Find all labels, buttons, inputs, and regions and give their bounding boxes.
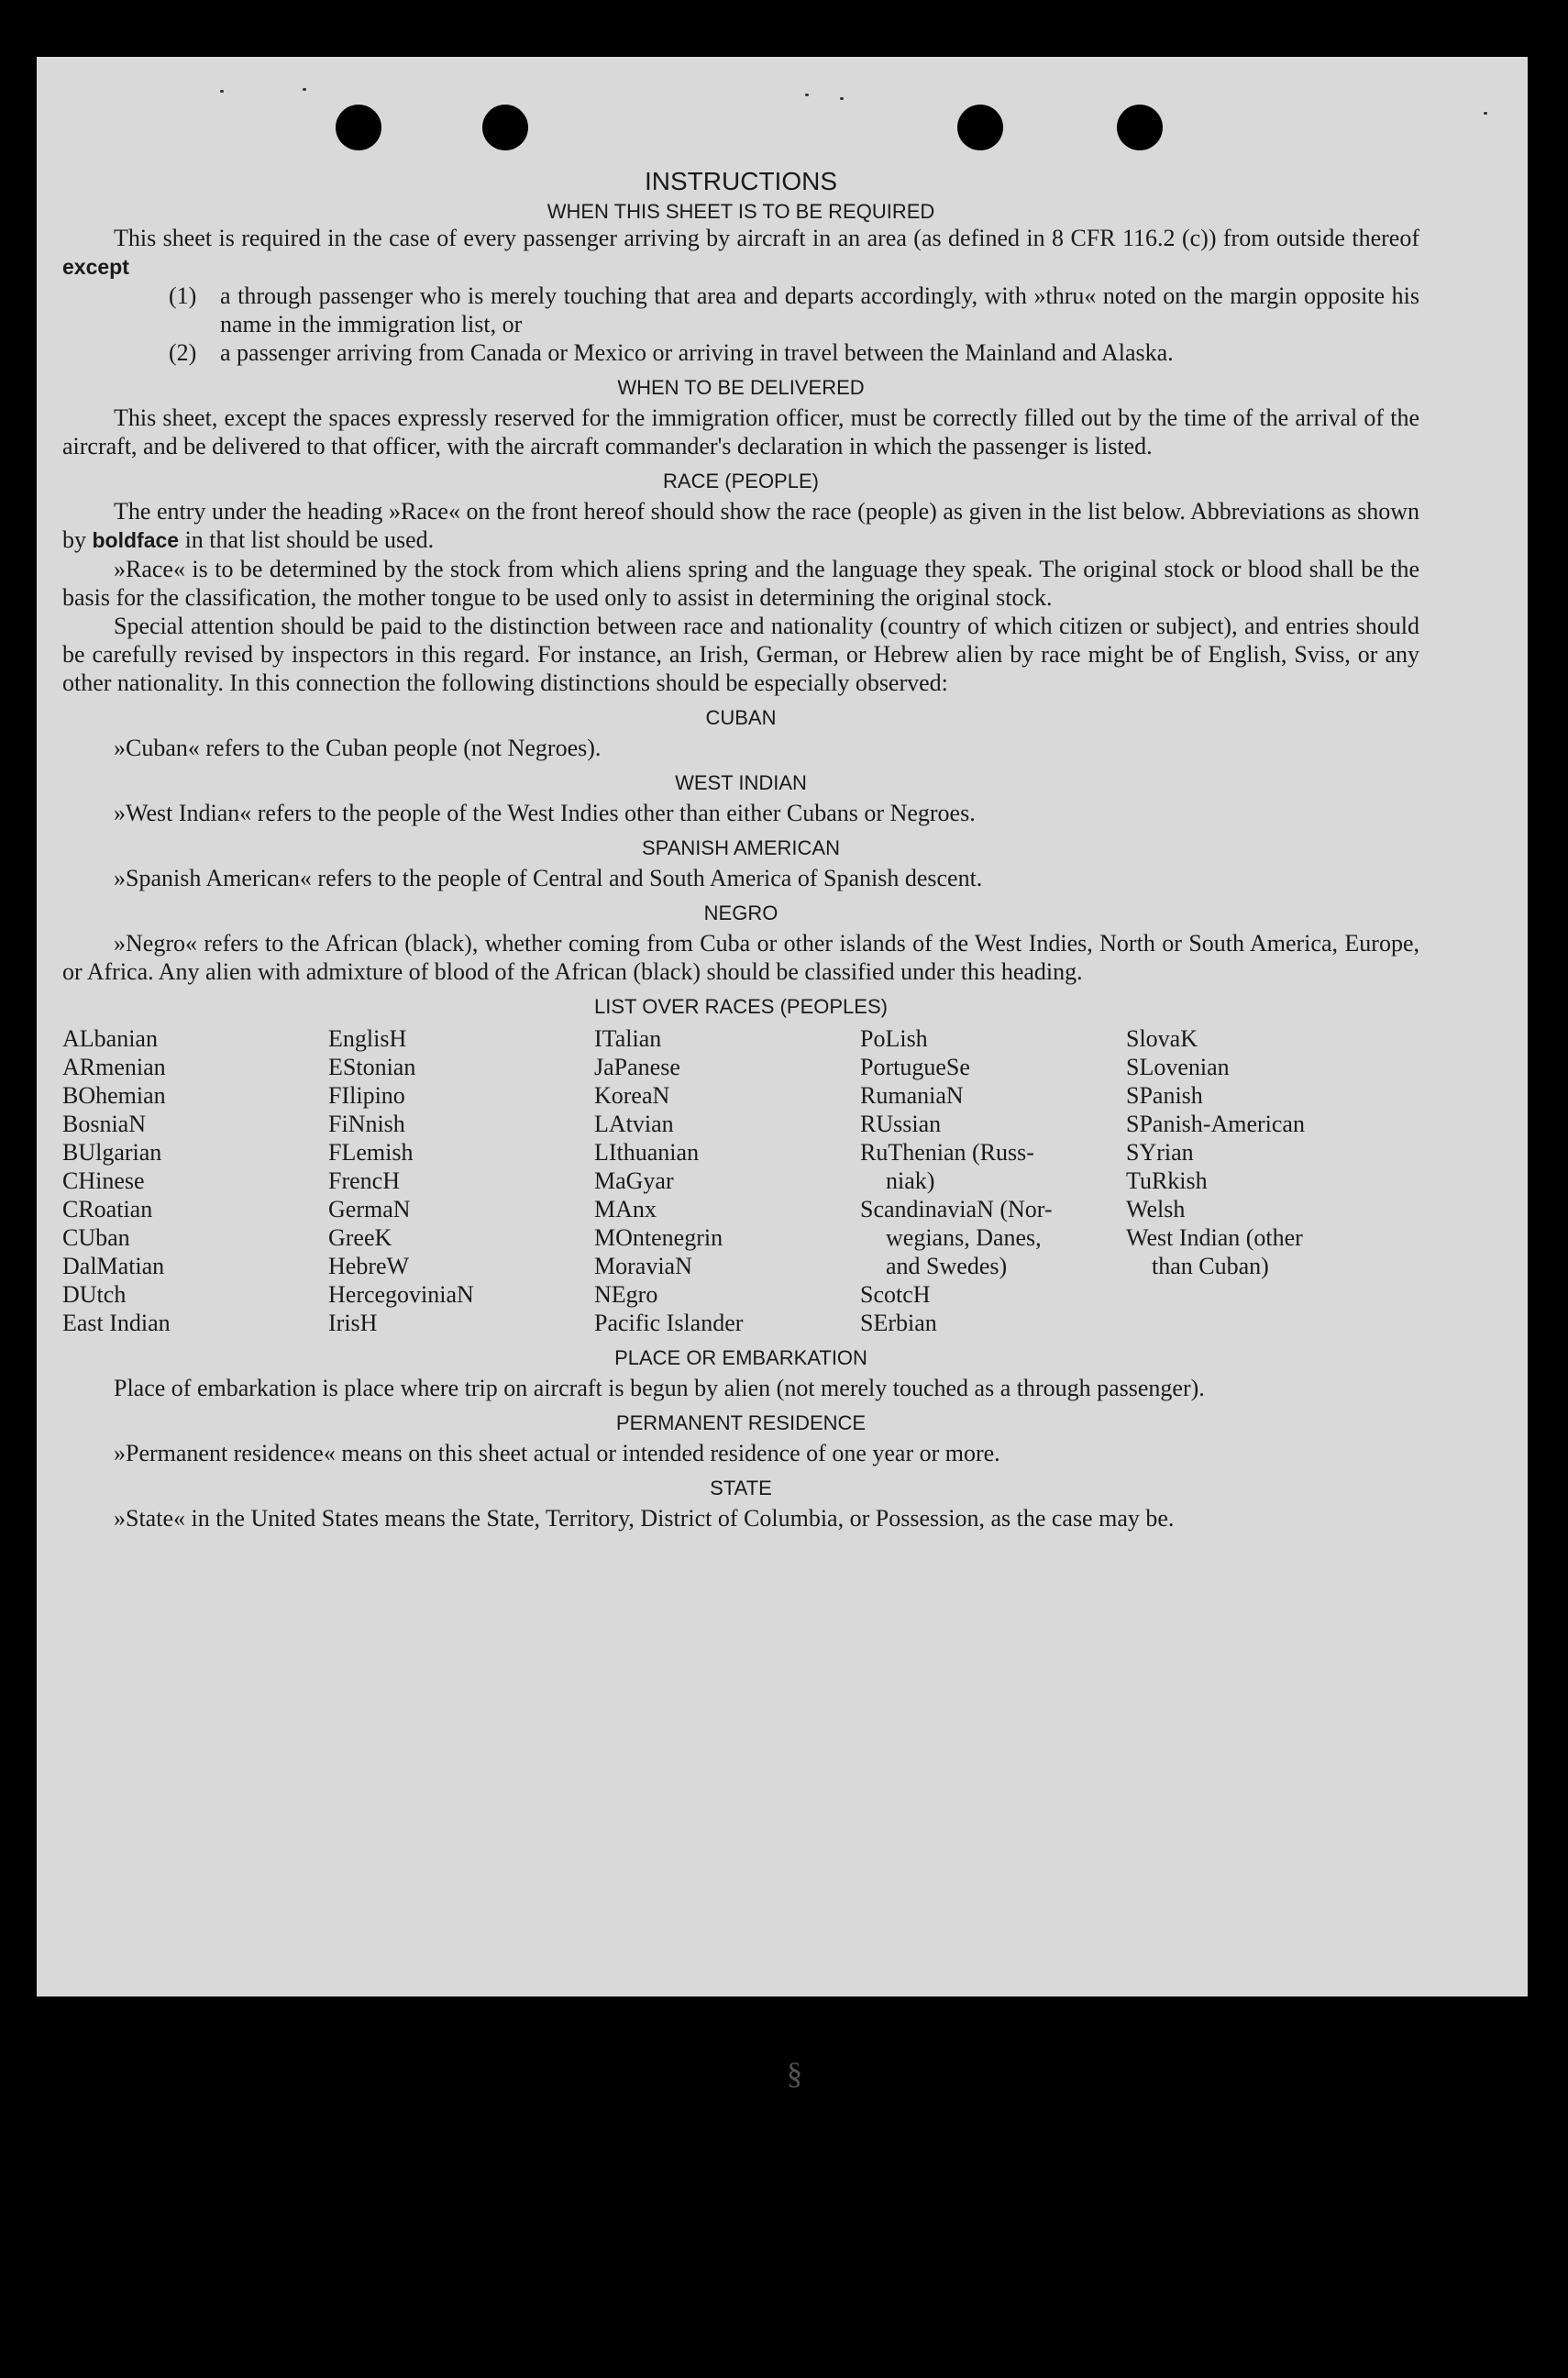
negro-text: »Negro« refers to the African (black), whether coming from Cuba or other islands of the West Indies, North or South America, Europe, or Africa. Any alien with admixture of blood of the African (black) should be classified under this heading. — [62, 930, 1419, 985]
race-paragraph-2: »Race« is to be determined by the stock from which aliens spring and the language they speak. The original stock or blood shall be the basis for the classification, the mother tongue to be used only to assist in determining the original stock. — [62, 556, 1419, 611]
race-entry: FIlipino — [328, 1082, 405, 1109]
speck — [303, 88, 306, 91]
race-entry: BosniaN — [62, 1111, 146, 1137]
item-number: (1) — [169, 282, 197, 309]
heading-spanish-american: SPANISH AMERICAN — [642, 836, 840, 859]
race-entry: BUlgarian — [62, 1139, 162, 1166]
except-word: except — [62, 255, 129, 279]
race-paragraph-3: Special attention should be paid to the distinction between race and nationality (country of which citizen or subject), and entries should be carefully revised by inspectors in this regard. For instance, an Irish, German, or Hebrew alien by race might be of English, Sviss, or any other nationality. In this connection the following distinctions should be especially observed: — [62, 613, 1419, 696]
race-entry: ALbanian — [62, 1025, 158, 1052]
race-entry: DalMatian — [62, 1253, 165, 1279]
race-entry: FLemish — [328, 1139, 414, 1166]
race-entry: MaGyar — [594, 1167, 674, 1194]
race-entry: SlovaK — [1126, 1025, 1198, 1052]
race-entry: MAnx — [594, 1196, 657, 1222]
cuban-text: »Cuban« refers to the Cuban people (not Negroes). — [114, 735, 602, 761]
race-entry: LIthuanian — [594, 1139, 700, 1166]
race-entry: CUban — [62, 1224, 130, 1251]
state-text: »State« in the United States means the State, Territory, District of Columbia, or Possession, as the case may be. — [114, 1505, 1175, 1532]
punch-hole — [1117, 105, 1163, 150]
race-entry: TuRkish — [1126, 1167, 1208, 1194]
race-entry: KoreaN — [594, 1082, 670, 1109]
race-entry: GermaN — [328, 1196, 411, 1222]
item-text: a through passenger who is merely touching that area and departs accordingly, with »thru« noted on the margin opposite his name in the immigration list, or — [220, 282, 1419, 337]
page-title: INSTRUCTIONS — [645, 167, 837, 195]
boldface-word: boldface — [92, 528, 180, 552]
heading-when-required: WHEN THIS SHEET IS TO BE REQUIRED — [547, 200, 935, 223]
race-entry: ScandinaviaN (Nor- — [860, 1196, 1053, 1222]
race-entry: BOhemian — [62, 1082, 166, 1109]
list-item — [169, 282, 1419, 338]
race-entry: GreeK — [328, 1224, 392, 1251]
required-intro-text: This sheet is required in the case of every passenger arriving by aircraft in an area (as defined in 8 CFR 116.2 (c)) from outside thereof — [114, 225, 1419, 251]
race-p1-text-b: in that list should be used. — [184, 526, 435, 553]
heading-permanent-residence: PERMANENT RESIDENCE — [615, 1411, 867, 1434]
race-entry: CRoatian — [62, 1196, 153, 1222]
race-entry: ScotcH — [860, 1281, 931, 1308]
race-list — [62, 1024, 1419, 1337]
residence-text: »Permanent residence« means on this sheet actual or intended residence of one year or more. — [114, 1440, 1000, 1466]
punch-hole — [957, 105, 1003, 150]
race-column-5 — [1126, 1024, 1392, 1337]
heading-race: RACE (PEOPLE) — [663, 470, 819, 492]
race-entry: and Swedes) — [886, 1253, 1008, 1279]
race-entry: FrencH — [328, 1167, 400, 1194]
west-indian-text: »West Indian« refers to the people of the West Indies other than either Cubans or Negroes. — [114, 800, 976, 826]
race-entry: West Indian (other — [1126, 1224, 1303, 1251]
speck — [220, 90, 224, 93]
race-entry: EnglisH — [328, 1025, 407, 1052]
race-entry: HebreW — [328, 1253, 410, 1279]
heading-negro: NEGRO — [703, 901, 778, 924]
race-entry: RumaniaN — [860, 1082, 964, 1109]
heading-race-list: LIST OVER RACES (PEOPLES) — [594, 995, 888, 1018]
race-entry: wegians, Danes, — [886, 1224, 1042, 1251]
heading-when-delivered: WHEN TO BE DELIVERED — [617, 376, 865, 399]
race-entry: PortugueSe — [860, 1054, 970, 1080]
document-sheet — [37, 57, 1528, 1996]
race-entry: JaPanese — [594, 1054, 680, 1080]
race-column-4 — [860, 1024, 1126, 1337]
race-entry: East Indian — [62, 1310, 171, 1336]
race-entry: IrisH — [328, 1310, 378, 1336]
item-number: (2) — [169, 339, 197, 366]
race-entry: HercegoviniaN — [328, 1281, 474, 1308]
heading-state: STATE — [710, 1477, 772, 1499]
speck — [805, 94, 809, 96]
race-paragraph-1 — [62, 497, 1419, 555]
race-entry: SPanish — [1126, 1082, 1203, 1109]
spanish-american-text: »Spanish American« refers to the people of Central and South America of Spanish descent. — [114, 865, 983, 891]
race-entry: Welsh — [1126, 1196, 1186, 1222]
embarkation-text: Place of embarkation is place where trip on aircraft is begun by alien (not merely touched as a through passenger). — [114, 1375, 1205, 1401]
required-intro — [62, 224, 1419, 282]
race-entry: DUtch — [62, 1281, 127, 1308]
punch-hole — [336, 105, 381, 150]
race-entry: niak) — [886, 1167, 935, 1194]
race-entry: than Cuban) — [1152, 1253, 1269, 1279]
delivered-text: This sheet, except the spaces expressly reserved for the immigration officer, must be correctly filled out by the time of the arrival of the aircraft, and be delivered to that officer, with the aircraft commander's declaration in which the passenger is listed. — [62, 404, 1419, 459]
race-entry: RuThenian (Russ- — [860, 1139, 1034, 1166]
race-entry: FiNnish — [328, 1111, 405, 1137]
race-entry: NEgro — [594, 1281, 658, 1308]
race-entry: RUssian — [860, 1111, 942, 1137]
speck — [840, 97, 844, 100]
race-column-1 — [62, 1024, 328, 1337]
race-entry: ARmenian — [62, 1054, 166, 1080]
race-entry: SYrian — [1126, 1139, 1194, 1166]
race-entry: SErbian — [860, 1310, 937, 1336]
race-p1-text-a: The entry under the heading »Race« on the front hereof should show the race (people) as given in the list below. Abbreviations as shown by — [62, 498, 1419, 553]
race-entry: CHinese — [62, 1167, 145, 1194]
heading-west-indian: WEST INDIAN — [675, 771, 807, 794]
speck — [1484, 112, 1487, 115]
race-column-3 — [594, 1024, 860, 1337]
race-entry: PoLish — [860, 1025, 928, 1052]
race-entry: LAtvian — [594, 1111, 674, 1137]
heading-cuban: CUBAN — [705, 706, 777, 729]
race-entry: ITalian — [594, 1025, 662, 1052]
race-entry: Pacific Islander — [594, 1310, 744, 1336]
item-text: a passenger arriving from Canada or Mexico or arriving in travel between the Mainland and Alaska. — [220, 339, 1174, 366]
race-entry: EStonian — [328, 1054, 416, 1080]
heading-embarkation: PLACE OR EMBARKATION — [614, 1346, 867, 1369]
race-entry: MoraviaN — [594, 1253, 692, 1279]
punch-hole — [482, 105, 528, 150]
race-entry: MOntenegrin — [594, 1224, 723, 1251]
race-entry: SLovenian — [1126, 1054, 1230, 1080]
list-item — [169, 338, 1419, 367]
race-column-2 — [328, 1024, 594, 1337]
race-entry: SPanish-American — [1126, 1111, 1305, 1137]
film-mark: § — [787, 2057, 802, 2091]
instructions-content — [62, 167, 1419, 1532]
